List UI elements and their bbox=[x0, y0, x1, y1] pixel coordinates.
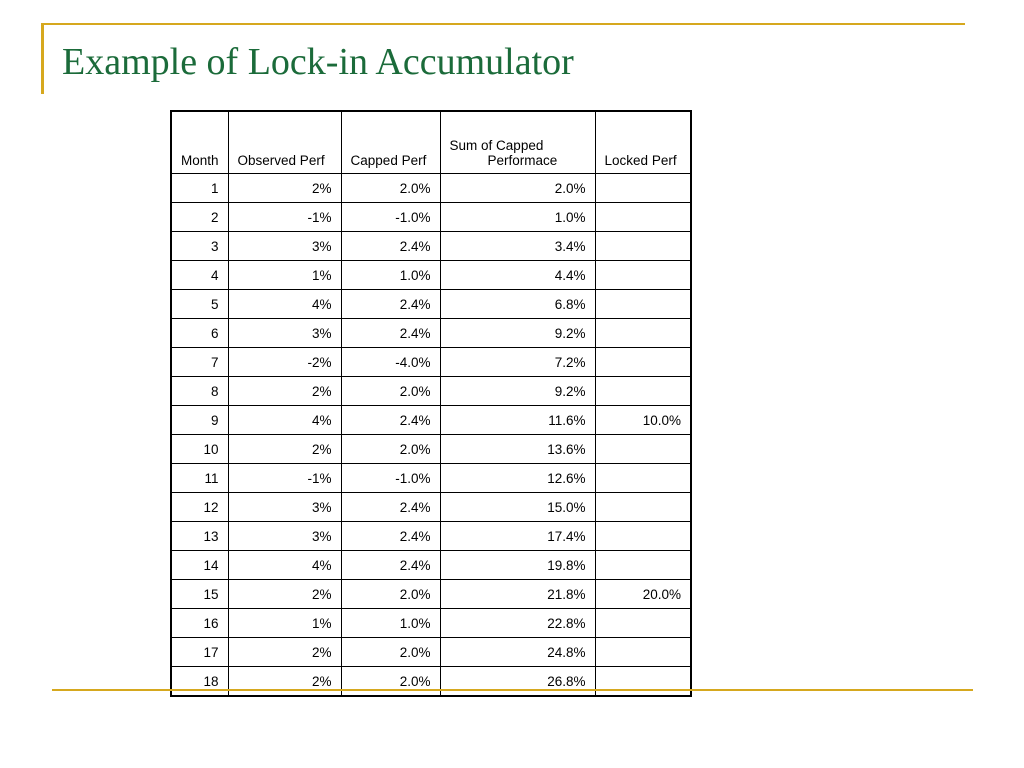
cell-observed-perf: 2% bbox=[228, 580, 341, 609]
cell-observed-perf: -2% bbox=[228, 348, 341, 377]
cell-sum-of-capped: 9.2% bbox=[440, 319, 595, 348]
cell-month: 1 bbox=[171, 174, 228, 203]
cell-month: 16 bbox=[171, 609, 228, 638]
cell-locked-perf bbox=[595, 522, 691, 551]
header-sum-of-capped-performance bbox=[440, 111, 595, 174]
table-row bbox=[171, 261, 691, 290]
cell-locked-perf bbox=[595, 377, 691, 406]
cell-observed-perf: 4% bbox=[228, 406, 341, 435]
cell-capped-perf: 2.0% bbox=[341, 377, 440, 406]
cell-month: 3 bbox=[171, 232, 228, 261]
table-row bbox=[171, 638, 691, 667]
cell-sum-of-capped: 24.8% bbox=[440, 638, 595, 667]
cell-month: 4 bbox=[171, 261, 228, 290]
cell-month: 9 bbox=[171, 406, 228, 435]
cell-observed-perf: -1% bbox=[228, 464, 341, 493]
cell-sum-of-capped: 22.8% bbox=[440, 609, 595, 638]
cell-capped-perf: 2.4% bbox=[341, 232, 440, 261]
cell-capped-perf: -1.0% bbox=[341, 203, 440, 232]
table-row bbox=[171, 609, 691, 638]
slide-accent-top-line bbox=[41, 23, 965, 25]
cell-locked-perf bbox=[595, 319, 691, 348]
cell-sum-of-capped: 7.2% bbox=[440, 348, 595, 377]
cell-observed-perf: 3% bbox=[228, 319, 341, 348]
cell-capped-perf: 2.4% bbox=[341, 319, 440, 348]
cell-month: 14 bbox=[171, 551, 228, 580]
table-header-row bbox=[171, 111, 691, 174]
table-row bbox=[171, 464, 691, 493]
cell-sum-of-capped: 3.4% bbox=[440, 232, 595, 261]
cell-observed-perf: 2% bbox=[228, 435, 341, 464]
cell-capped-perf: 2.0% bbox=[341, 435, 440, 464]
cell-sum-of-capped: 21.8% bbox=[440, 580, 595, 609]
cell-locked-perf bbox=[595, 638, 691, 667]
cell-sum-of-capped: 9.2% bbox=[440, 377, 595, 406]
cell-locked-perf bbox=[595, 261, 691, 290]
slide-title: Example of Lock-in Accumulator bbox=[62, 41, 574, 83]
cell-sum-of-capped: 17.4% bbox=[440, 522, 595, 551]
cell-capped-perf: 2.0% bbox=[341, 667, 440, 697]
cell-sum-of-capped: 13.6% bbox=[440, 435, 595, 464]
cell-locked-perf bbox=[595, 551, 691, 580]
cell-locked-perf bbox=[595, 435, 691, 464]
table-row bbox=[171, 377, 691, 406]
slide-accent-bottom-line bbox=[52, 689, 973, 691]
table-row bbox=[171, 232, 691, 261]
cell-month: 18 bbox=[171, 667, 228, 697]
table-body bbox=[171, 174, 691, 697]
cell-observed-perf: 3% bbox=[228, 232, 341, 261]
cell-locked-perf bbox=[595, 493, 691, 522]
cell-month: 17 bbox=[171, 638, 228, 667]
table-row bbox=[171, 551, 691, 580]
cell-month: 7 bbox=[171, 348, 228, 377]
cell-capped-perf: 1.0% bbox=[341, 261, 440, 290]
cell-observed-perf: 2% bbox=[228, 174, 341, 203]
cell-capped-perf: 2.4% bbox=[341, 522, 440, 551]
cell-month: 13 bbox=[171, 522, 228, 551]
cell-capped-perf: 1.0% bbox=[341, 609, 440, 638]
cell-observed-perf: 1% bbox=[228, 609, 341, 638]
cell-capped-perf: 2.4% bbox=[341, 290, 440, 319]
cell-observed-perf: 1% bbox=[228, 261, 341, 290]
cell-sum-of-capped: 6.8% bbox=[440, 290, 595, 319]
header-locked-perf: Locked Perf bbox=[595, 111, 691, 174]
cell-locked-perf bbox=[595, 290, 691, 319]
header-sum-line2: Performace bbox=[487, 153, 558, 168]
cell-month: 15 bbox=[171, 580, 228, 609]
cell-capped-perf: 2.4% bbox=[341, 406, 440, 435]
cell-locked-perf: 10.0% bbox=[595, 406, 691, 435]
cell-locked-perf bbox=[595, 174, 691, 203]
cell-month: 8 bbox=[171, 377, 228, 406]
cell-locked-perf: 20.0% bbox=[595, 580, 691, 609]
header-observed-perf: Observed Perf bbox=[228, 111, 341, 174]
cell-locked-perf bbox=[595, 232, 691, 261]
cell-observed-perf: 4% bbox=[228, 290, 341, 319]
cell-month: 11 bbox=[171, 464, 228, 493]
cell-sum-of-capped: 15.0% bbox=[440, 493, 595, 522]
table-row bbox=[171, 522, 691, 551]
cell-sum-of-capped: 4.4% bbox=[440, 261, 595, 290]
cell-sum-of-capped: 11.6% bbox=[440, 406, 595, 435]
table-row bbox=[171, 203, 691, 232]
cell-observed-perf: 4% bbox=[228, 551, 341, 580]
header-month: Month bbox=[171, 111, 228, 174]
cell-capped-perf: 2.4% bbox=[341, 551, 440, 580]
data-table-container bbox=[170, 110, 692, 697]
table-row bbox=[171, 580, 691, 609]
cell-sum-of-capped: 12.6% bbox=[440, 464, 595, 493]
cell-month: 12 bbox=[171, 493, 228, 522]
table-row bbox=[171, 174, 691, 203]
cell-capped-perf: 2.0% bbox=[341, 174, 440, 203]
lock-in-accumulator-table bbox=[170, 110, 692, 697]
cell-capped-perf: 2.0% bbox=[341, 580, 440, 609]
cell-capped-perf: -1.0% bbox=[341, 464, 440, 493]
table-row bbox=[171, 290, 691, 319]
cell-sum-of-capped: 1.0% bbox=[440, 203, 595, 232]
table-row bbox=[171, 667, 691, 697]
cell-observed-perf: 3% bbox=[228, 522, 341, 551]
cell-capped-perf: 2.4% bbox=[341, 493, 440, 522]
cell-sum-of-capped: 19.8% bbox=[440, 551, 595, 580]
cell-month: 6 bbox=[171, 319, 228, 348]
cell-capped-perf: 2.0% bbox=[341, 638, 440, 667]
table-row bbox=[171, 406, 691, 435]
cell-observed-perf: 3% bbox=[228, 493, 341, 522]
slide-accent-left-line bbox=[41, 23, 44, 94]
cell-locked-perf bbox=[595, 667, 691, 697]
cell-month: 5 bbox=[171, 290, 228, 319]
cell-locked-perf bbox=[595, 609, 691, 638]
table-row bbox=[171, 435, 691, 464]
cell-observed-perf: 2% bbox=[228, 638, 341, 667]
table-row bbox=[171, 493, 691, 522]
table-row bbox=[171, 348, 691, 377]
cell-locked-perf bbox=[595, 348, 691, 377]
cell-month: 2 bbox=[171, 203, 228, 232]
cell-sum-of-capped: 2.0% bbox=[440, 174, 595, 203]
cell-capped-perf: -4.0% bbox=[341, 348, 440, 377]
cell-month: 10 bbox=[171, 435, 228, 464]
cell-sum-of-capped: 26.8% bbox=[440, 667, 595, 697]
cell-observed-perf: 2% bbox=[228, 667, 341, 697]
header-sum-line1: Sum of Capped bbox=[449, 138, 544, 153]
header-capped-perf: Capped Perf bbox=[341, 111, 440, 174]
table-row bbox=[171, 319, 691, 348]
cell-observed-perf: 2% bbox=[228, 377, 341, 406]
cell-locked-perf bbox=[595, 464, 691, 493]
cell-observed-perf: -1% bbox=[228, 203, 341, 232]
cell-locked-perf bbox=[595, 203, 691, 232]
